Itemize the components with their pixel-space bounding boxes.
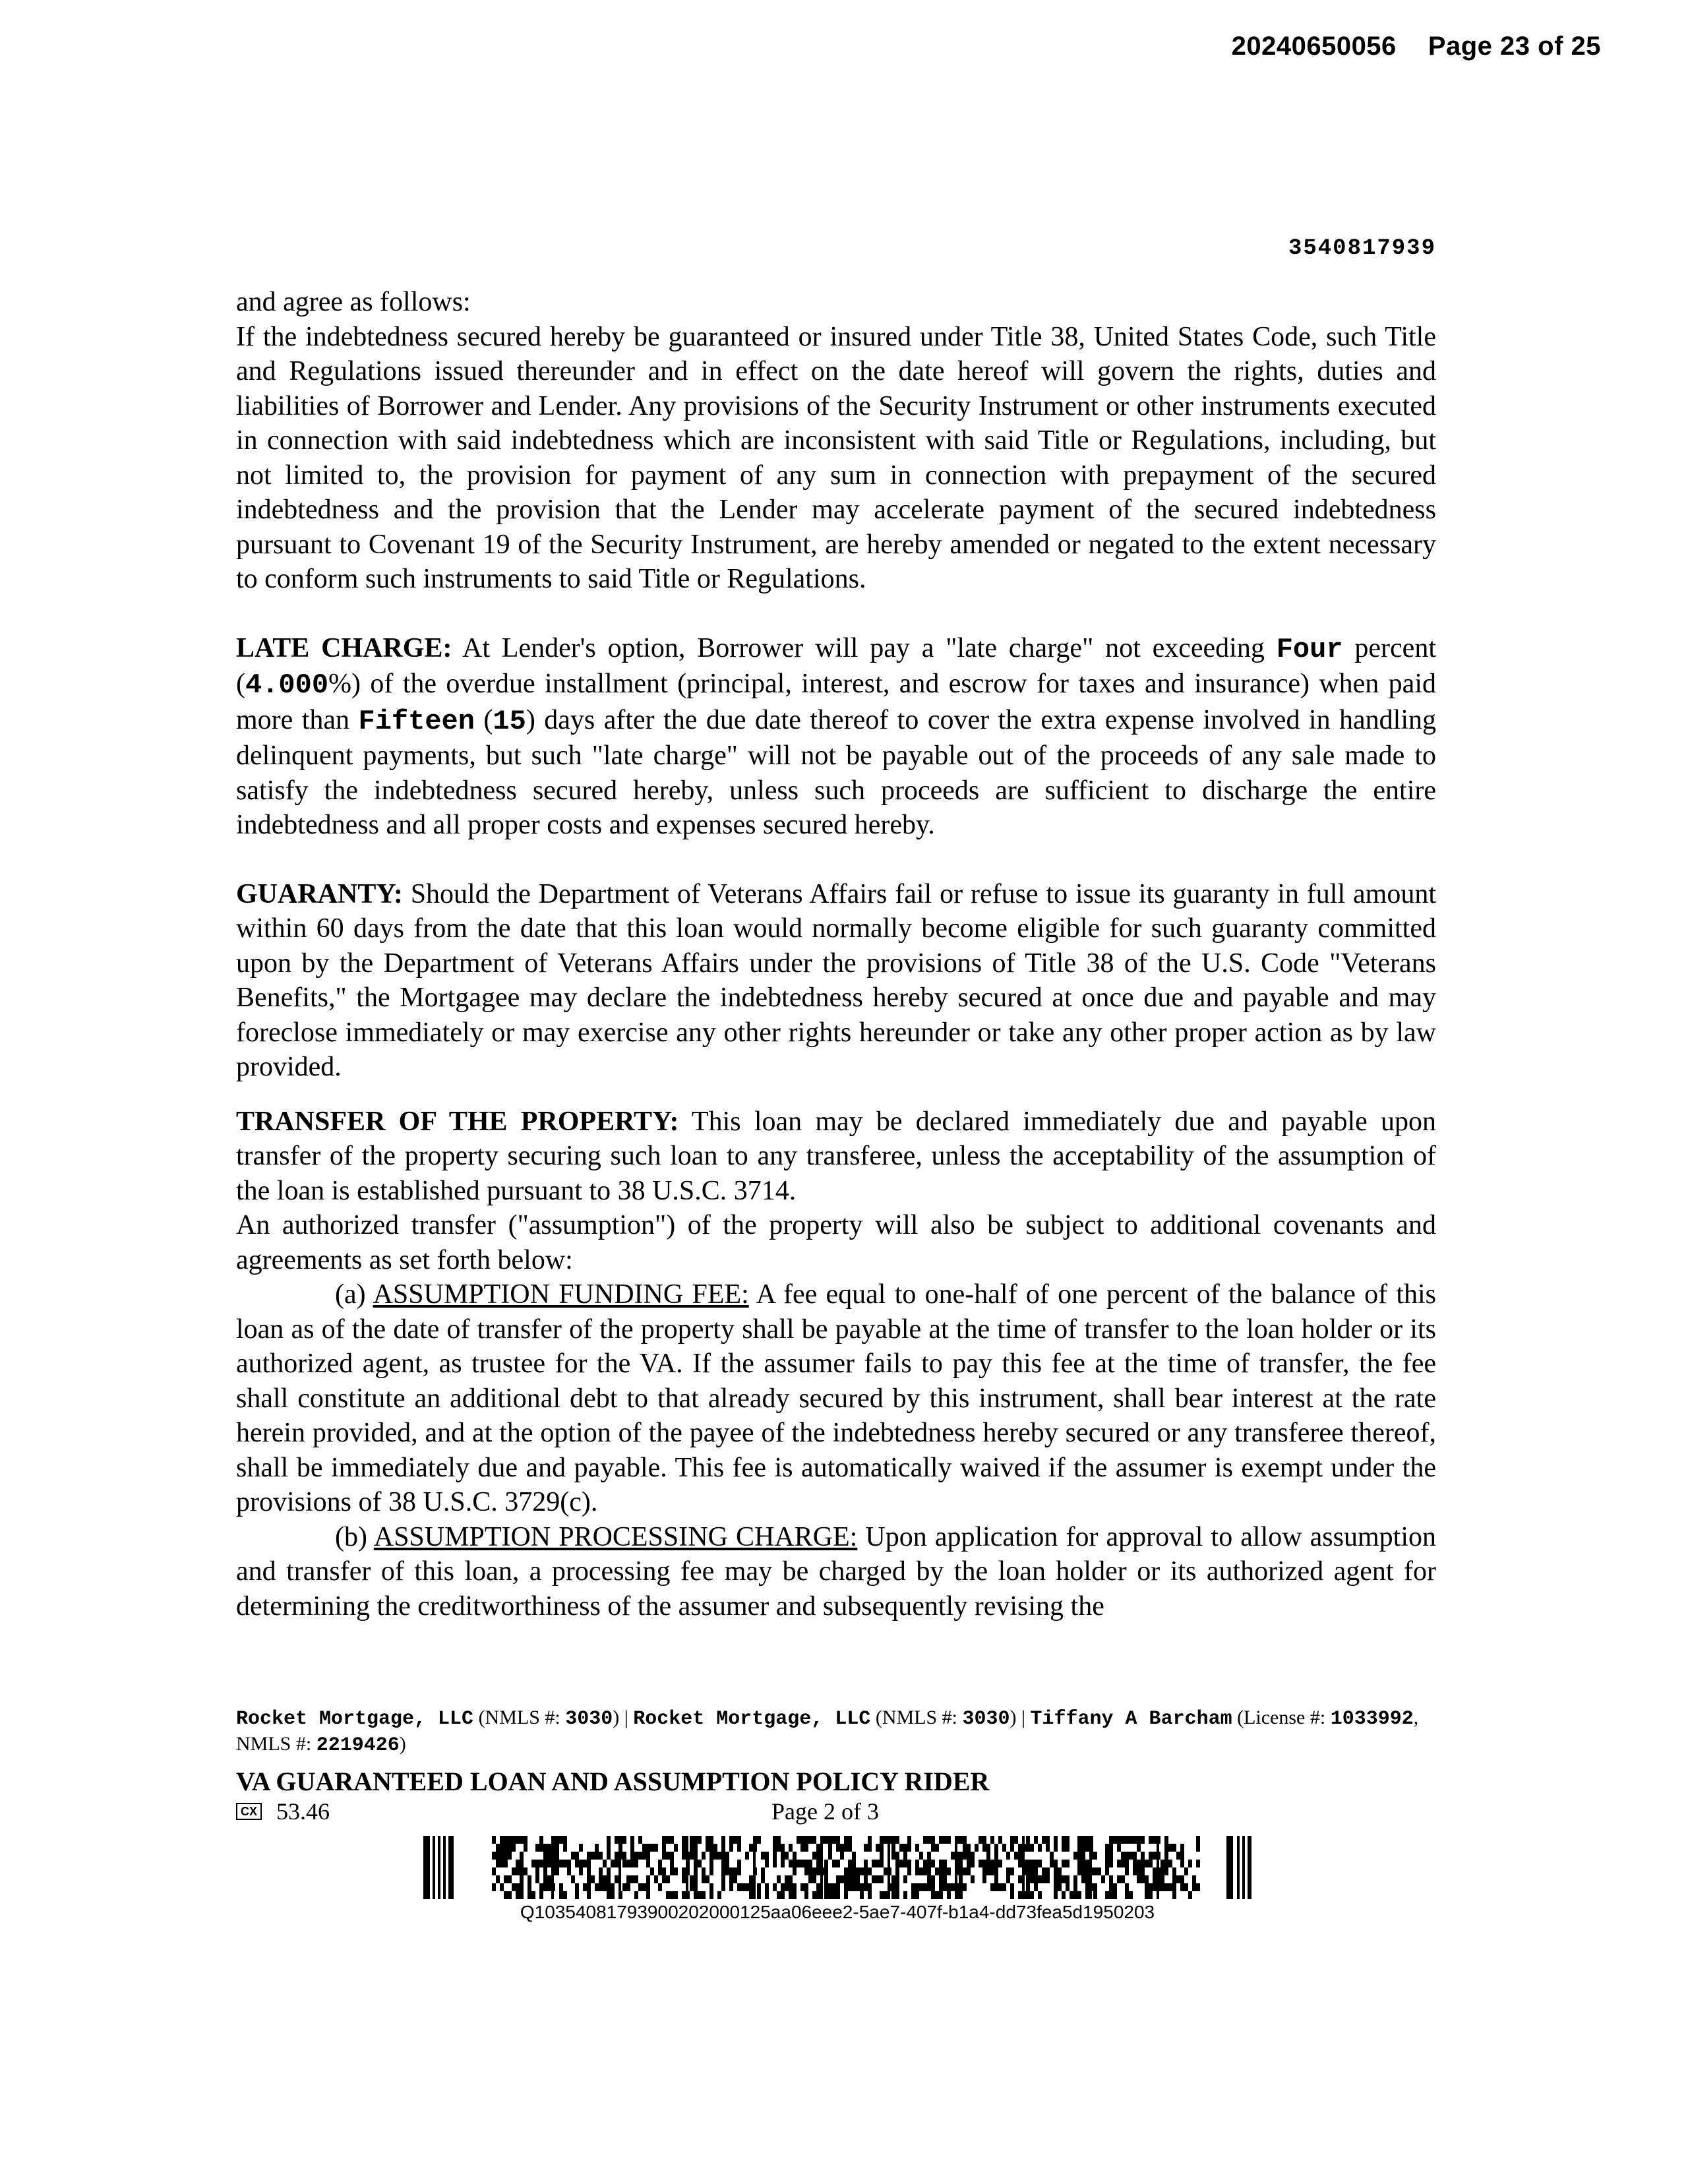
record-number: 20240650056 xyxy=(1231,32,1397,61)
license-number: 1033992 xyxy=(1330,1708,1414,1730)
lender-name-1: Rocket Mortgage, LLC xyxy=(236,1708,474,1730)
document-title: VA GUARANTEED LOAN AND ASSUMPTION POLICY RIDER xyxy=(236,1767,990,1796)
nmls-label-3: , NMLS #: xyxy=(236,1707,1419,1755)
recording-header xyxy=(1232,32,1601,61)
late-charge-days-number: 15 xyxy=(493,705,526,737)
late-charge-percent-number: 4.000 xyxy=(245,669,329,701)
late-charge-days-words: Fifteen xyxy=(358,705,475,737)
authorized-transfer-paragraph: An authorized transfer ("assumption") of the property will also be subject to additional covenants and agreements as set forth below: xyxy=(236,1210,1436,1275)
nmls-label-1: (NMLS #: xyxy=(473,1707,566,1728)
late-charge-percent-words: Four xyxy=(1276,633,1343,665)
late-charge-heading: LATE CHARGE: xyxy=(236,632,452,663)
footer-close-paren: ) xyxy=(399,1733,406,1755)
document-body xyxy=(236,285,1436,1623)
guaranty-heading: GUARANTY: xyxy=(236,878,403,909)
assumption-funding-fee-title: ASSUMPTION FUNDING FEE: xyxy=(373,1279,749,1310)
late-charge-text-2: percent ( xyxy=(236,632,1436,699)
guaranty-paragraph xyxy=(236,877,1436,1085)
separator-1: ) | xyxy=(613,1707,634,1728)
separator-2: ) | xyxy=(1010,1707,1031,1728)
lender-name-2: Rocket Mortgage, LLC xyxy=(633,1708,871,1730)
assumption-processing-charge-paragraph xyxy=(236,1520,1436,1624)
lender-footer xyxy=(236,1705,1436,1758)
nmls-2: 3030 xyxy=(962,1708,1010,1730)
rider-page-number: Page 2 of 3 xyxy=(771,1798,879,1825)
license-label: (License #: xyxy=(1232,1707,1331,1728)
cx-badge: CX xyxy=(236,1803,262,1820)
nmls-3: 2219426 xyxy=(316,1734,400,1757)
assumption-processing-charge-title: ASSUMPTION PROCESSING CHARGE: xyxy=(373,1521,858,1552)
title38-paragraph: If the indebtedness secured hereby be guaranteed or insured under Title 38, United States Code, such Title and Regulations issued thereunder and in effect on the date hereof will govern the rights, duties and liabilities of Borrower and Lender. Any provisions of the Security Instrument or other instruments executed in connection with said indebtedness which are inconsistent with said Title or Regulations, including, but not limited to, the provision for payment of any sum in connection with prepayment of the secured indebtedness and the provision that the Lender may accelerate payment of the secured indebtedness pursuant to Covenant 19 of the Security Instrument, are hereby amended or negated to the extent necessary to conform such instruments to said Title or Regulations. xyxy=(236,321,1436,594)
nmls-label-2: (NMLS #: xyxy=(870,1707,963,1728)
late-charge-text-3: %) of the overdue installment (principal, interest, and escrow for taxes and insurance) when paid more than xyxy=(236,669,1436,735)
nmls-1: 3030 xyxy=(565,1708,613,1730)
intro-line: and agree as follows: xyxy=(236,287,471,317)
item-a-prefix: (a) xyxy=(335,1279,373,1310)
loan-officer-name: Tiffany A Barcham xyxy=(1030,1708,1232,1730)
assumption-processing-charge-text: Upon application for approval to allow assumption and transfer of this loan, a processing fee may be charged by the loan holder or its authorized agent for determining the creditworthiness of the assumer and subsequently revising the xyxy=(236,1521,1436,1622)
form-number: 53.46 xyxy=(276,1798,330,1825)
late-charge-text-5: ) days after the due date thereof to cover the extra expense involved in handling delinquent payments, but such "late charge" will not be payable out of the proceeds of any sale made to satisfy the indebtedness secured hereby, unless such proceeds are sufficient to discharge the entire indebtedness and all proper costs and expenses secured hereby. xyxy=(236,704,1436,840)
item-b-prefix: (b) xyxy=(335,1521,374,1552)
loan-number: 3540817939 xyxy=(1288,236,1436,261)
transfer-heading: TRANSFER OF THE PROPERTY: xyxy=(236,1106,679,1137)
transfer-paragraph xyxy=(236,1105,1436,1209)
guaranty-text: Should the Department of Veterans Affairs fail or refuse to issue its guaranty in full amount within 60 days from the date that this loan would normally become eligible for such guaranty committed upon by the Department of Veterans Affairs under the provisions of Title 38 of the U.S. Code "Veterans Benefits," the Mortgagee may declare the indebtedness hereby secured at once due and payable and may foreclose immediately or may exercise any other rights hereunder or take any other proper action as by law provided. xyxy=(236,878,1436,1082)
assumption-funding-fee-text: A fee equal to one-half of one percent of the balance of this loan as of the date of transfer of the property shall be payable at the time of transfer to the loan holder or its authorized agent, as trustee for the VA. If the assumer fails to pay this fee at the time of transfer, the fee shall constitute an additional debt to that already secured by this instrument, shall bear interest at the rate herein provided, and at the option of the payee of the indebtedness hereby secured or any transferee thereof, shall be immediately due and payable. This fee is automatically waived if the assumer is exempt under the provisions of 38 U.S.C. 3729(c). xyxy=(236,1279,1437,1517)
late-charge-text-4: ( xyxy=(474,704,493,735)
late-charge-paragraph xyxy=(236,631,1436,843)
late-charge-text-1: At Lender's option, Borrower will pay a "late charge" not exceeding xyxy=(452,632,1277,663)
page-label: Page 23 of 25 xyxy=(1428,32,1601,61)
transfer-text: This loan may be declared immediately due and payable upon transfer of the property securing such loan to any transferee, unless the acceptability of the assumption of the loan is established pursuant to 38 U.S.C. 3714. xyxy=(236,1106,1436,1206)
barcode-text: Q10354081793900202000125aa06eee2-5ae7-407f-b1a4-dd73fea5d1950203 xyxy=(520,1902,1155,1922)
barcode xyxy=(423,1836,1251,1899)
assumption-funding-fee-paragraph xyxy=(236,1277,1436,1520)
